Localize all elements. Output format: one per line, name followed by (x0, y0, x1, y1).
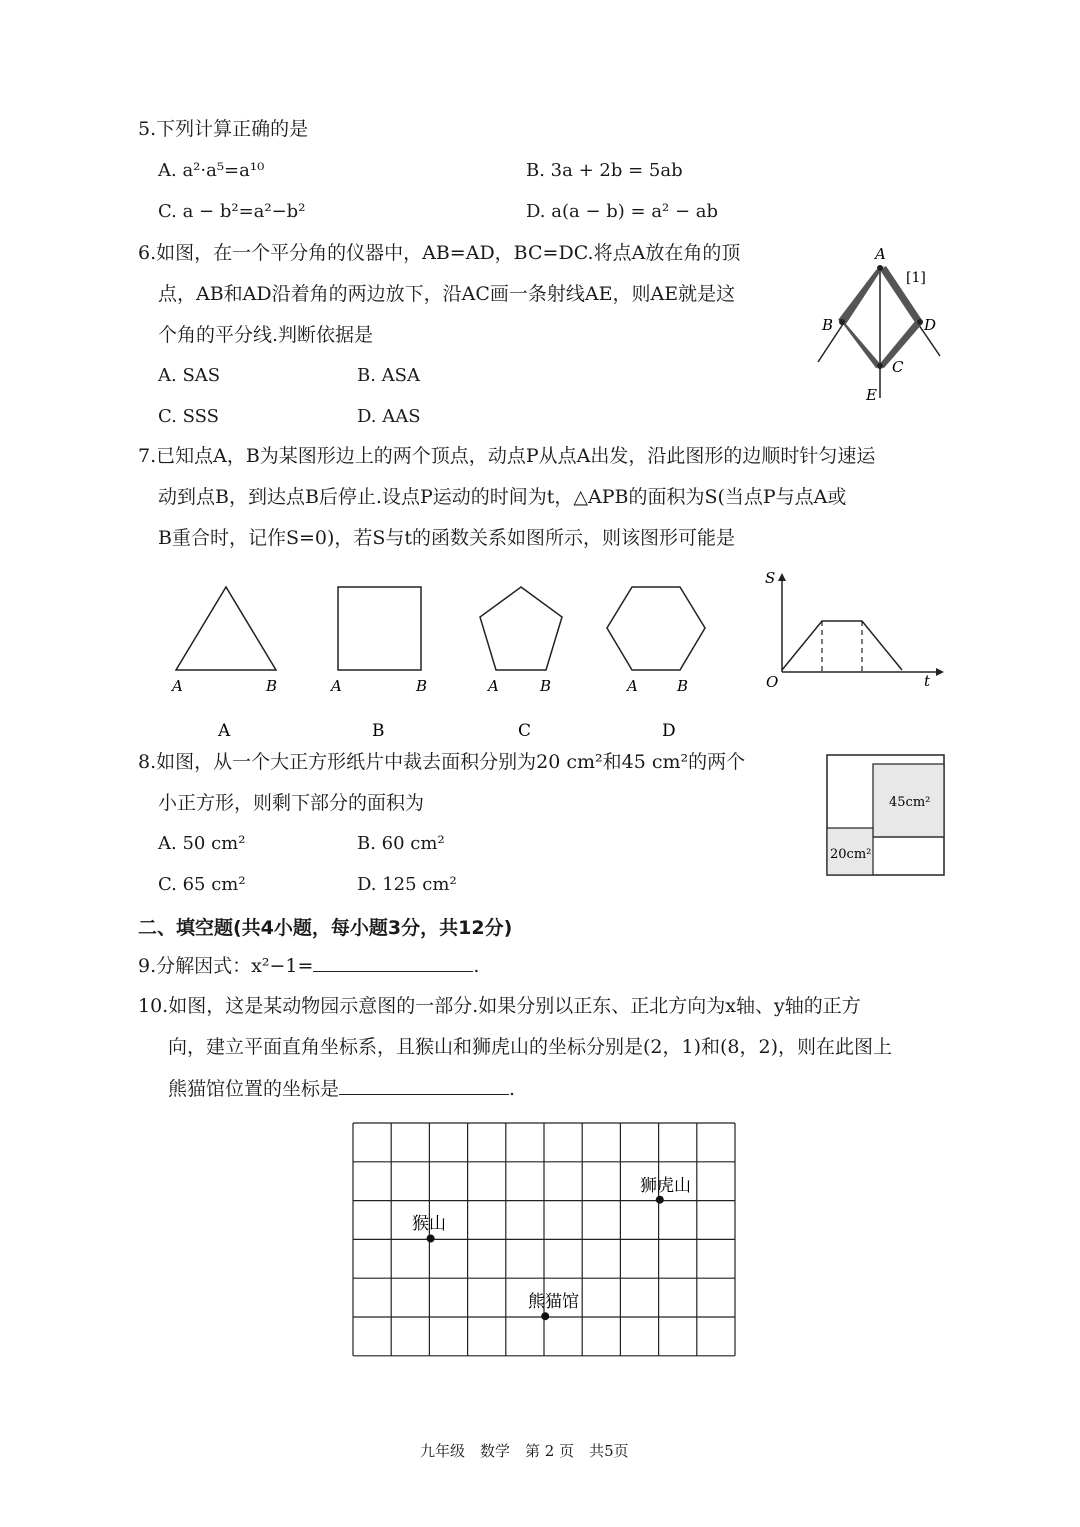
q7-line-1: 7.已知点A，B为某图形边上的两个顶点，动点P从点A出发，沿此图形的边顺时针匀速运 (138, 445, 876, 467)
q6-line-3: 个角的平分线.判断依据是 (158, 324, 374, 346)
q8-squares-figure (826, 754, 946, 878)
origin-label: O (766, 673, 779, 691)
pentagon-vertex-b: B (540, 677, 552, 695)
q7-line-3: B重合时，记作S=0)，若S与t的函数关系如图所示，则该图形可能是 (158, 527, 736, 549)
triangle-vertex-b: B (266, 677, 278, 695)
q5-option-a: A. a²·a⁵=a¹⁰ (158, 160, 265, 181)
q6-option-b: B. ASA (357, 365, 420, 386)
q10-line-1: 10.如图，这是某动物园示意图的一部分.如果分别以正东、正北方向为x轴、y轴的正方 (138, 995, 861, 1017)
monkey-hill-label: 猴山 (412, 1214, 446, 1234)
q10-answer-blank (339, 1076, 509, 1095)
q10-line-2: 向，建立平面直角坐标系，且猴山和狮虎山的坐标分别是(2，1)和(8，2)，则在此图上 (168, 1036, 893, 1058)
hexagon-vertex-a: A (627, 677, 638, 695)
q9-end: . (473, 955, 480, 977)
q9 (138, 953, 479, 978)
panda-house-point (541, 1312, 549, 1320)
small-square-label: 20cm² (830, 847, 872, 862)
q6-figure-tag: [1] (906, 270, 926, 286)
q6-label-c: C (892, 358, 904, 376)
square-vertex-b: B (416, 677, 428, 695)
q8-line-1: 8.如图，从一个大正方形纸片中裁去面积分别为20 cm²和45 cm²的两个 (138, 751, 746, 773)
q9-answer-blank (313, 953, 473, 972)
q8-line-2: 小正方形，则剩下部分的面积为 (158, 792, 425, 814)
q6-label-d: D (924, 316, 937, 334)
hexagon-vertex-b: B (677, 677, 689, 695)
q10-line-3: 熊猫馆位置的坐标是 (168, 1078, 340, 1100)
q10-line-3-wrap (168, 1076, 515, 1101)
q7-line-2: 动到点B，到达点B后停止.设点P运动的时间为t，△APB的面积为S(当点P与点A或 (158, 486, 847, 508)
zoo-grid-map (352, 1122, 740, 1356)
large-square-label: 45cm² (889, 795, 931, 810)
hexagon-shape (607, 587, 705, 670)
q5-option-b: B. 3a + 2b = 5ab (526, 160, 683, 181)
q6-line-2: 点，AB和AD沿着角的两边放下，沿AC画一条射线AE，则AE就是这 (158, 283, 736, 305)
pentagon-vertex-a: A (488, 677, 499, 695)
s-t-graph (765, 569, 944, 691)
q6-label-b: B (822, 316, 834, 334)
page-footer: 九年级 数学 第 2 页 共5页 (420, 1442, 629, 1460)
q7-option-c: C (518, 721, 532, 741)
square-vertex-a: A (331, 677, 342, 695)
pentagon-shape (480, 587, 562, 670)
lion-tiger-hill-point (656, 1196, 664, 1204)
q10-end: . (509, 1078, 516, 1100)
q8-option-d: D. 125 cm² (357, 874, 457, 895)
q8-option-b: B. 60 cm² (357, 833, 445, 854)
q6-label-a: A (875, 245, 886, 263)
q7-option-b: B (372, 721, 385, 741)
q5-option-d: D. a(a − b) = a² − ab (526, 201, 719, 222)
s-axis-label: S (765, 569, 776, 587)
q7-option-a: A (218, 721, 231, 741)
triangle-vertex-a: A (172, 677, 183, 695)
lion-tiger-hill-label: 狮虎山 (640, 1176, 691, 1196)
q9-text: 9.分解因式：x²−1= (138, 955, 314, 977)
q5-stem: 5.下列计算正确的是 (138, 118, 309, 140)
q6-label-e: E (866, 386, 877, 404)
section-2-heading: 二、填空题(共4小题，每小题3分，共12分) (138, 917, 513, 939)
square-shape (338, 587, 421, 670)
monkey-hill-point (427, 1235, 435, 1243)
triangle-shape (176, 587, 276, 670)
t-axis-label: t (924, 672, 931, 690)
q7-figures (160, 569, 960, 745)
q5-option-c: C. a − b²=a²−b² (158, 201, 306, 222)
panda-house-label: 熊猫馆 (528, 1292, 579, 1312)
q6-line-1: 6.如图，在一个平分角的仪器中，AB=AD，BC=DC.将点A放在角的顶 (138, 242, 741, 264)
q7-option-d: D (662, 721, 676, 741)
q8-option-c: C. 65 cm² (158, 874, 246, 895)
q6-instrument-figure (800, 240, 950, 410)
q6-option-c: C. SSS (158, 406, 219, 427)
q6-option-a: A. SAS (158, 365, 221, 386)
q8-option-a: A. 50 cm² (158, 833, 246, 854)
q6-option-d: D. AAS (357, 406, 421, 427)
